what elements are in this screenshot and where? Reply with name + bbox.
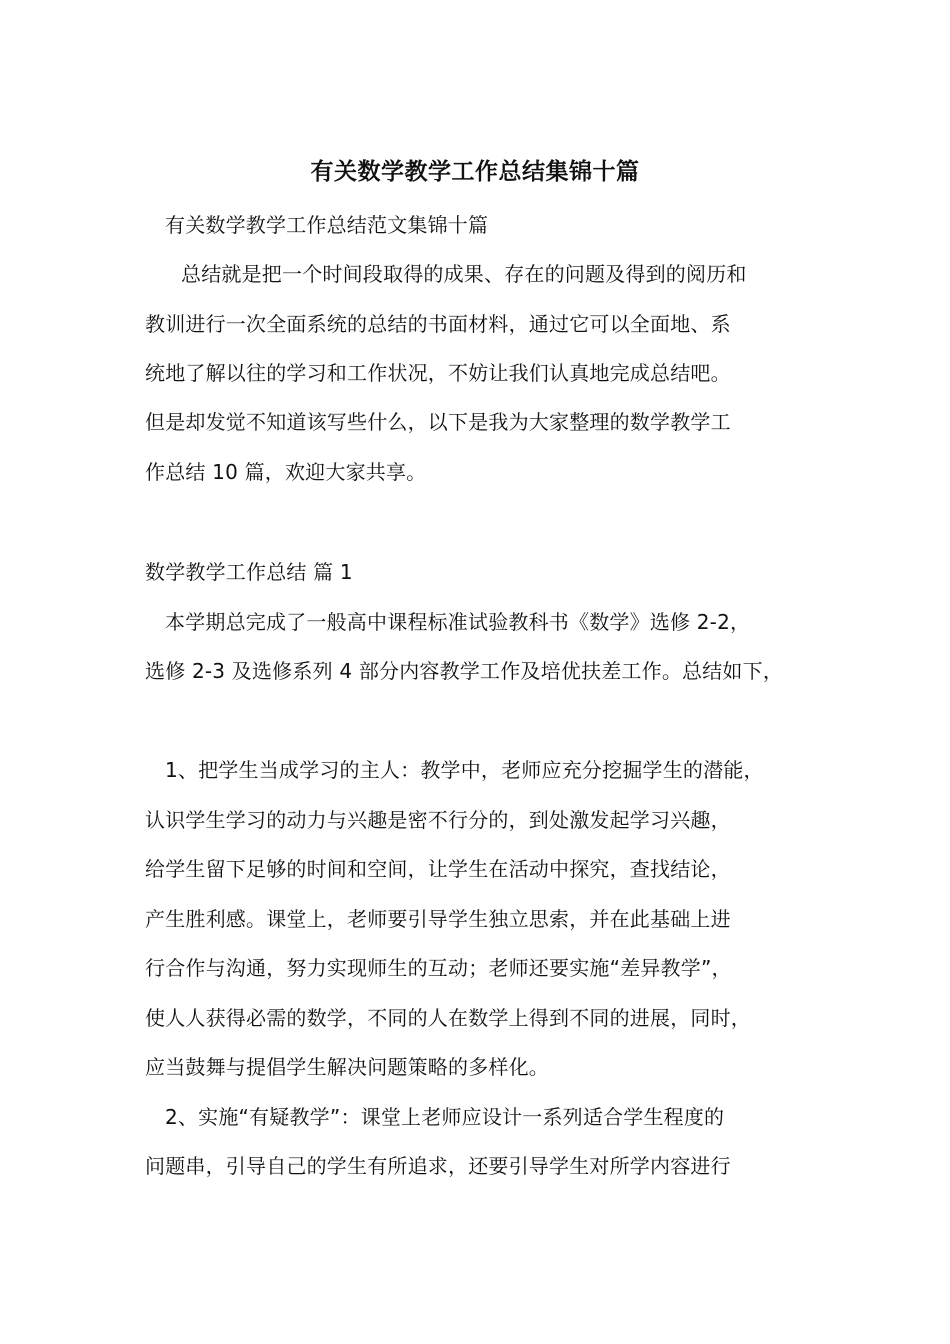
- paragraph-line: 本学期总完成了一般高中课程标准试验教科书《数学》选修 2-2，: [165, 610, 751, 634]
- paragraph-line: 作总结 10 篇，欢迎大家共享。: [145, 460, 427, 484]
- paragraph-line: 但是却发觉不知道该写些什么，以下是我为大家整理的数学教学工: [145, 410, 731, 434]
- paragraph-line: 使人人获得必需的数学，不同的人在数学上得到不同的进展，同时，: [145, 1006, 751, 1030]
- paragraph-line: 认识学生学习的动力与兴趣是密不行分的，到处激发起学习兴趣，: [145, 808, 731, 832]
- paragraph-line: 应当鼓舞与提倡学生解决问题策略的多样化。: [145, 1055, 549, 1079]
- section-heading: 数学教学工作总结 篇 1: [145, 560, 353, 584]
- paragraph-line: 1、把学生当成学习的主人：教学中，老师应充分挖掘学生的潜能，: [165, 758, 764, 782]
- paragraph-line: 问题串，引导自己的学生有所追求，还要引导学生对所学内容进行: [145, 1154, 731, 1178]
- paragraph-line: 总结就是把一个时间段取得的成果、存在的问题及得到的阅历和: [181, 262, 747, 286]
- paragraph-line: 行合作与沟通，努力实现师生的互动；老师还要实施“差异教学”，: [145, 956, 732, 980]
- paragraph-line: 2、实施“有疑教学”：课堂上老师应设计一系列适合学生程度的: [165, 1105, 725, 1129]
- paragraph-line: 给学生留下足够的时间和空间，让学生在活动中探究，查找结论，: [145, 857, 731, 881]
- paragraph-line: 统地了解以往的学习和工作状况，不妨让我们认真地完成总结吧。: [145, 361, 731, 385]
- paragraph-line: 产生胜利感。课堂上，老师要引导学生独立思索，并在此基础上进: [145, 907, 731, 931]
- paragraph-line: 教训进行一次全面系统的总结的书面材料，通过它可以全面地、系: [145, 312, 731, 336]
- paragraph-line: 选修 2-3 及选修系列 4 部分内容教学工作及培优扶差工作。总结如下，: [145, 659, 784, 683]
- document-title: 有关数学教学工作总结集锦十篇: [310, 159, 640, 185]
- document-subtitle: 有关数学教学工作总结范文集锦十篇: [165, 213, 489, 237]
